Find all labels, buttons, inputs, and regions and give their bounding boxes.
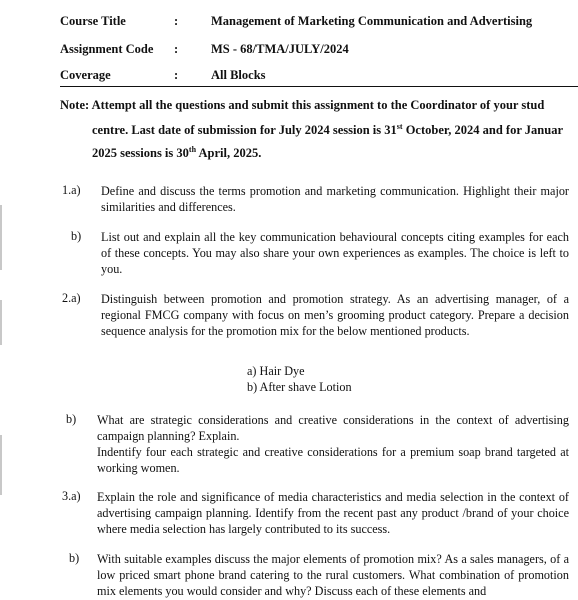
colon: : [174, 14, 179, 28]
note-line-2-text-cont: October, 2024 and for Januar [402, 123, 563, 137]
scan-edge-mark [0, 300, 2, 345]
scan-edge-mark [0, 435, 2, 495]
note-superscript: st [396, 121, 403, 131]
question-number: b) [69, 551, 80, 565]
assignment-code-label: Assignment Code [60, 42, 154, 56]
question-text: Explain the role and significance of media characteristics and media selection in the context of advertising campaign planning. Identify from the recent past any product /brand of your choice where media selection has largely contributed to its success. [97, 490, 569, 536]
product-list-item: b) After shave Lotion [247, 380, 352, 394]
note-line-3-text-cont: April, 2025. [196, 146, 262, 160]
coverage-value: All Blocks [211, 68, 266, 82]
note-superscript: th [188, 144, 197, 154]
question-number: 2.a) [62, 291, 81, 305]
question-text: What are strategic considerations and creative considerations in the context of advertising campaign planning? Explain. [97, 413, 569, 443]
question-number: b) [71, 229, 82, 243]
question-text: List out and explain all the key communication behavioural concepts citing examples for each of these concepts. You may also share your own experiences as examples. The choice is left to you. [101, 230, 569, 276]
coverage-label: Coverage [60, 68, 111, 82]
question-text: Distinguish between promotion and promotion strategy. As an advertising manager, of a regional FMCG company with focus on men’s grooming product category. Prepare a decision sequence analysis for the promotion mix for the below mentioned products. [101, 292, 569, 338]
question-number: 1.a) [62, 183, 81, 197]
course-title-value: Management of Marketing Communication and Advertising [211, 14, 533, 28]
header-divider [60, 86, 578, 87]
note-line-3-text: 2025 sessions is 30 [92, 146, 189, 160]
question-number: b) [66, 412, 77, 426]
question-text: Indentify four each strategic and creative considerations for a premium soap brand targeted at working women. [97, 445, 569, 475]
scan-edge-mark [0, 205, 2, 270]
note-line-3 [92, 146, 261, 161]
question-text: With suitable examples discuss the major elements of promotion mix? As a sales managers, of a low priced smart phone brand catering to the rural customers. What combination of promotion mix elements you would consider and why? Discuss each of these elements and [97, 552, 569, 598]
question-text: Define and discuss the terms promotion and marketing communication. Highlight their major similarities and differences. [101, 184, 569, 214]
note-line-2-text: centre. Last date of submission for July 2024 session is 31 [92, 123, 397, 137]
colon: : [174, 42, 179, 56]
note-line-2 [92, 123, 563, 138]
product-list-item: a) Hair Dye [247, 364, 305, 378]
colon: : [174, 68, 179, 82]
question-number: 3.a) [62, 489, 81, 503]
assignment-code-value: MS - 68/TMA/JULY/2024 [211, 42, 349, 56]
course-title-label: Course Title [60, 14, 126, 28]
note-line-1: Note: Attempt all the questions and submit this assignment to the Coordinator of your stud [60, 98, 545, 112]
